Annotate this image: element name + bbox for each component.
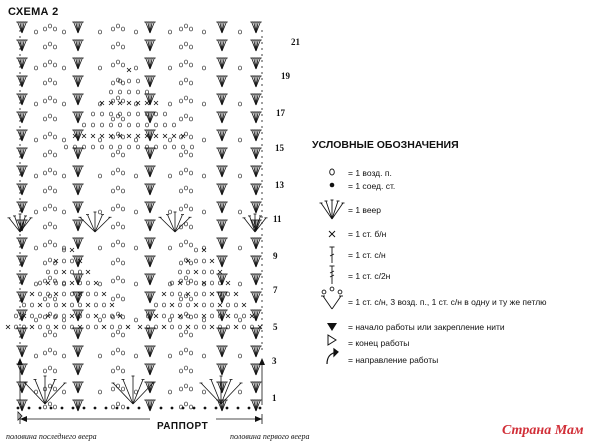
fan-symbol	[16, 238, 27, 249]
fan-symbol	[144, 112, 155, 123]
fan-symbol	[16, 40, 27, 51]
fan-symbol	[250, 256, 261, 267]
fan-symbol	[250, 40, 261, 51]
half-first-fan-label: половина первого веера	[230, 432, 310, 441]
fan-symbol	[200, 376, 243, 404]
fan-symbol	[250, 94, 261, 105]
fan-symbol	[250, 292, 261, 303]
fan-symbol	[216, 40, 227, 51]
fan-symbol	[16, 166, 27, 177]
fan-symbol	[216, 58, 227, 69]
fan-symbol	[72, 274, 83, 285]
fan-symbol	[216, 364, 227, 375]
row-number-3: 3	[272, 356, 277, 366]
fan-symbol	[72, 346, 83, 357]
double-crochet-icon	[330, 247, 335, 263]
fan-symbol	[144, 238, 155, 249]
end-triangle-icon	[328, 335, 336, 345]
legend-item-tr: = 1 ст. с/2н	[348, 271, 391, 281]
fan-symbol	[72, 364, 83, 375]
fan-symbol	[216, 22, 227, 33]
fan-symbol	[72, 382, 83, 393]
fan-symbol	[250, 238, 261, 249]
fan-symbol	[216, 256, 227, 267]
fan-symbol	[144, 58, 155, 69]
fan-symbol	[250, 274, 261, 285]
start-triangle-icon	[327, 323, 337, 331]
row-number-19: 19	[281, 71, 290, 81]
fan-symbol	[16, 112, 27, 123]
fan-symbol	[72, 328, 83, 339]
legend-item-sc: = 1 ст. б/н	[348, 229, 387, 239]
fan-symbol	[216, 274, 227, 285]
single-crochet-icon	[329, 231, 335, 237]
fan-symbol	[16, 130, 27, 141]
fan-symbol	[250, 148, 261, 159]
fan-symbol	[250, 76, 261, 87]
direction-arrow-icon	[327, 349, 338, 364]
fan-symbol	[216, 292, 227, 303]
fan-symbol	[72, 238, 83, 249]
fan-symbol	[16, 346, 27, 357]
fan-symbol	[250, 130, 261, 141]
fan-symbol	[144, 166, 155, 177]
fan-symbol	[144, 310, 155, 321]
half-last-fan-label: половина последнего веера	[6, 432, 97, 441]
site-watermark: Страна Мам	[502, 423, 584, 438]
fan-symbol	[72, 202, 83, 213]
fan-symbol	[216, 148, 227, 159]
fan-symbol	[216, 130, 227, 141]
fan-symbol	[72, 148, 83, 159]
legend-icons	[318, 167, 346, 367]
fan-symbol	[16, 328, 27, 339]
fan-symbol	[144, 382, 155, 393]
fan-symbol	[16, 310, 27, 321]
chain-stitch-icon	[330, 169, 335, 175]
legend-item-chain: = 1 возд. п.	[348, 168, 392, 178]
fan-symbol	[144, 22, 155, 33]
fan-symbol	[72, 58, 83, 69]
rapport-bracket	[20, 414, 262, 424]
fan-symbol	[72, 94, 83, 105]
fan-symbol	[16, 274, 27, 285]
row-number-13: 13	[275, 180, 284, 190]
fan-symbol	[216, 112, 227, 123]
fan-symbol	[72, 112, 83, 123]
fan-symbol	[250, 22, 261, 33]
picot-group-icon	[321, 287, 343, 309]
row-number-9: 9	[273, 251, 278, 261]
fan-symbol	[216, 184, 227, 195]
rapport-label: РАППОРТ	[157, 421, 209, 432]
fan-icon	[320, 200, 345, 219]
fan-symbol	[250, 382, 261, 393]
fan-symbol	[144, 184, 155, 195]
fan-symbol	[250, 202, 261, 213]
fan-symbol	[72, 184, 83, 195]
fan-symbol	[72, 256, 83, 267]
fan-symbol	[250, 184, 261, 195]
fan-symbol	[16, 148, 27, 159]
fan-symbol	[216, 166, 227, 177]
treble-crochet-icon	[330, 266, 335, 284]
legend-item-start: = начало работы или закрепление нити	[348, 322, 505, 332]
fan-symbol	[72, 220, 83, 231]
fan-symbol	[216, 328, 227, 339]
fan-symbol	[144, 346, 155, 357]
row-number-11: 11	[273, 214, 282, 224]
fan-symbol	[243, 214, 268, 232]
fan-symbol	[79, 212, 112, 232]
row-number-17: 17	[276, 108, 285, 118]
legend-item-dc: = 1 ст. с/н	[348, 250, 386, 260]
fan-symbol	[144, 364, 155, 375]
fan-symbol	[216, 310, 227, 321]
fan-symbol	[72, 292, 83, 303]
fan-symbol	[216, 238, 227, 249]
fan-symbol	[250, 328, 261, 339]
fan-symbol	[144, 148, 155, 159]
fan-symbol	[72, 40, 83, 51]
fan-symbol	[16, 292, 27, 303]
slip-stitch-icon	[330, 183, 335, 188]
fan-symbol	[144, 256, 155, 267]
fan-symbol	[72, 22, 83, 33]
fan-symbol	[216, 202, 227, 213]
fan-symbol	[16, 22, 27, 33]
fan-symbol	[216, 76, 227, 87]
fan-symbol	[16, 94, 27, 105]
fan-symbol	[72, 166, 83, 177]
fan-symbol	[144, 220, 155, 231]
fan-symbol	[144, 76, 155, 87]
fan-symbol	[216, 94, 227, 105]
row-number-1: 1	[272, 393, 277, 403]
legend-item-picot: = 1 ст. с/н, 3 возд. п., 1 ст. с/н в одну и ту же петлю	[348, 297, 547, 307]
legend-item-slip: = 1 соед. ст.	[348, 181, 396, 191]
fan-symbol	[16, 364, 27, 375]
fan-symbol	[250, 112, 261, 123]
fan-symbol	[144, 202, 155, 213]
fan-symbol	[250, 58, 261, 69]
fan-symbol	[250, 166, 261, 177]
legend-item-fan: = 1 веер	[348, 205, 382, 215]
legend-title: УСЛОВНЫЕ ОБОЗНАЧЕНИЯ	[312, 139, 459, 151]
fan-symbol	[72, 310, 83, 321]
row-number-5: 5	[273, 322, 278, 332]
fan-symbol	[216, 346, 227, 357]
fan-symbol	[144, 328, 155, 339]
fan-symbol	[72, 76, 83, 87]
fan-symbol	[16, 202, 27, 213]
fan-symbol	[250, 364, 261, 375]
legend-item-end: = конец работы	[348, 338, 410, 348]
fan-symbol	[144, 94, 155, 105]
fan-symbol	[16, 76, 27, 87]
fan-symbol	[250, 346, 261, 357]
fan-symbol	[216, 220, 227, 231]
fan-symbol	[16, 58, 27, 69]
fan-symbol	[16, 184, 27, 195]
row-number-7: 7	[273, 285, 278, 295]
fan-symbol	[16, 256, 27, 267]
row-number-21: 21	[291, 37, 300, 47]
row-number-15: 15	[275, 143, 284, 153]
scheme-title: СХЕМА 2	[8, 6, 59, 18]
fan-symbol	[144, 40, 155, 51]
fan-symbol	[24, 376, 67, 404]
fan-symbol	[144, 274, 155, 285]
fan-symbol	[72, 400, 83, 411]
fan-symbol	[144, 292, 155, 303]
legend-item-direction: = направление работы	[348, 355, 439, 365]
